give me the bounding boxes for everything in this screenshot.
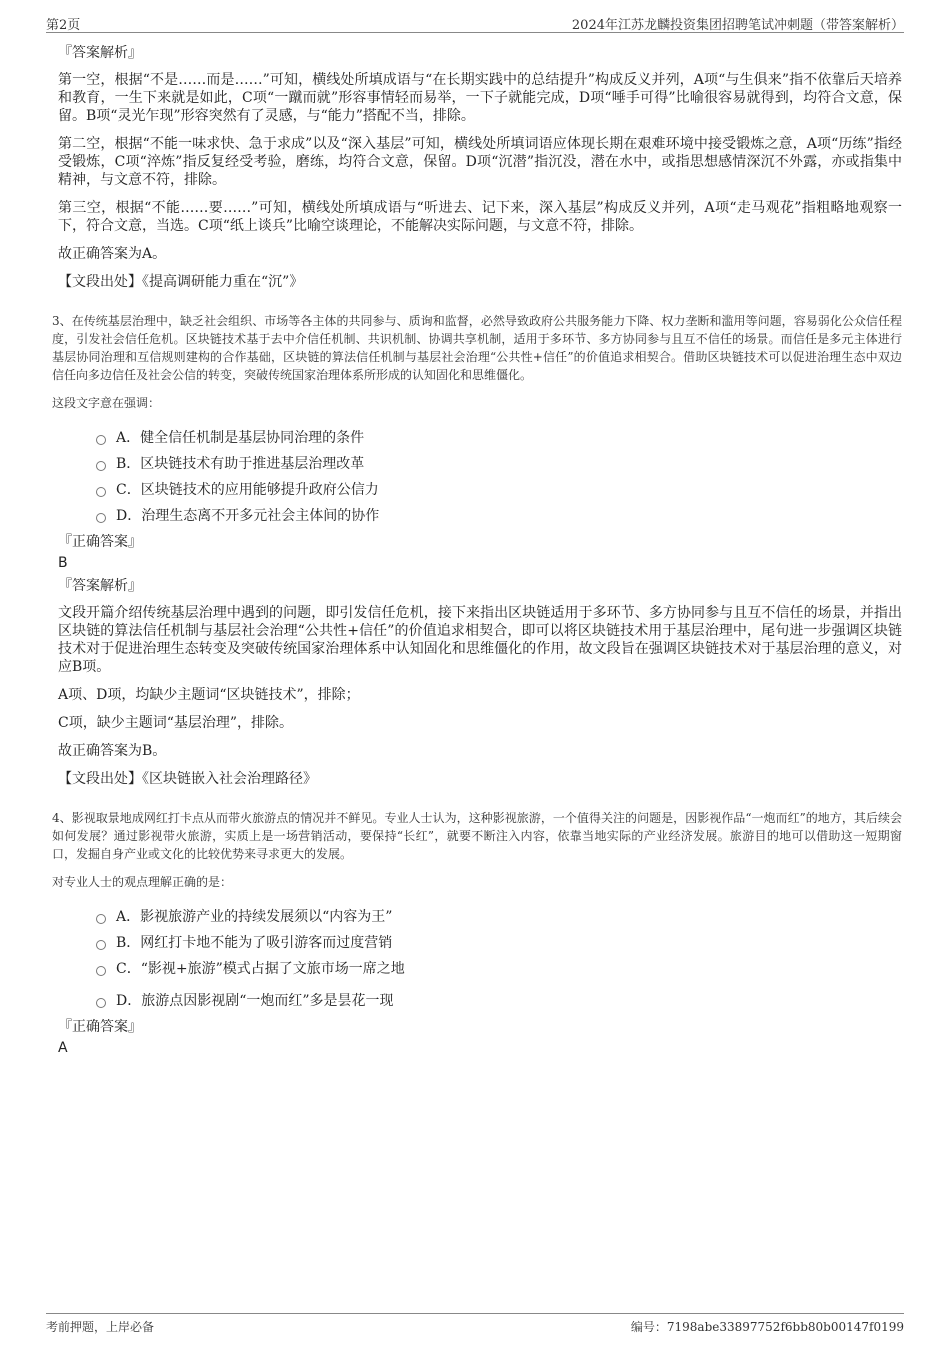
footer-slogan: 考前押题，上岸必备 [46,1320,155,1334]
q4-stem: 4、影视取景地成网红打卡点从而带火旅游点的情况并不鲜见。专业人士认为，这种影视旅游，一个值得关注的问题是，因影视作品“一炮而红”的地方，其后续会如何发展？通过影视带火旅游，实质上是一场营销活动，要保持“长红”，就要不断注入内容，依靠当地实际的产业经济发展。旅游目的地可以借助这一短期窗口，发掘自身产业或文化的比较优势来寻求更大的发展。 [52,811,902,861]
page-content [52,40,902,1062]
q4-option-d[interactable]: D．旅游点因影视剧“一炮而红”多是昙花一现 [96,992,902,1010]
q2-analysis-paragraph: 第二空，根据“不能一味求快、急于求成”以及“深入基层”可知，横线处所填词语应体现长期在艰难环境中接受锻炼之意，A项“历练”指经受锻炼，C项“淬炼”指反复经受考验，磨练，均符合文意，保留。D项“沉潜”指沉没，潜在水中，或指思想感情深沉不外露，亦或指集中精神，与文意不符，排除。 [58,136,902,188]
q3-source: 【文段出处】《区块链嵌入社会治理路径》 [58,771,317,787]
page-header [46,12,904,33]
q2-source: 【文段出处】《提高调研能力重在“沉”》 [58,274,304,290]
q3-option-b[interactable]: B．区块链技术有助于推进基层治理改革 [96,455,902,473]
q2-analysis-conclusion: 故正确答案为A。 [58,246,167,262]
q3-analysis-paragraph: A项、D项，均缺少主题词“区块链技术”，排除； [58,687,360,703]
q3-option-d[interactable]: D．治理生态离不开多元社会主体间的协作 [96,507,902,525]
radio-icon[interactable] [96,966,106,976]
radio-icon[interactable] [96,487,106,497]
radio-icon[interactable] [96,435,106,445]
q3-analysis-paragraph: C项，缺少主题词“基层治理”，排除。 [58,715,294,731]
q3-prompt: 这段文字意在强调： [52,396,161,410]
radio-icon[interactable] [96,940,106,950]
document-title: 2024年江苏龙麟投资集团招聘笔试冲刺题（带答案解析） [571,18,904,33]
q4-options [96,908,902,1010]
q3-answer: B [58,555,68,571]
q4-option-b[interactable]: B．网红打卡地不能为了吸引游客而过度营销 [96,934,902,952]
q3-analysis-label: 『答案解析』 [58,578,142,594]
radio-icon[interactable] [96,998,106,1008]
radio-icon[interactable] [96,461,106,471]
document-id: 编号：7198abe33897752f6bb80b00147f0199 [630,1320,904,1334]
page-number: 第2页 [46,18,81,33]
radio-icon[interactable] [96,914,106,924]
radio-icon[interactable] [96,513,106,523]
q2-analysis-label: 『答案解析』 [58,45,142,61]
q2-analysis-paragraph: 第三空，根据“不能……要……”可知，横线处所填成语与“听进去、记下来，深入基层”构成反义并列，A项“走马观花”指粗略地观察一下，符合文意，当选。C项“纸上谈兵”比喻空谈理论，不能解决实际问题，与文意不符，排除。 [58,200,902,234]
q3-stem: 3、在传统基层治理中，缺乏社会组织、市场等各主体的共同参与、质询和监督，必然导致政府公共服务能力下降、权力垄断和滥用等问题，容易弱化公众信任程度，引发社会信任危机。区块链技术基于去中介信任机制、共识机制、协调共享机制，适用于多环节、多方协同参与且互不信任的场景。而信任是多元主体进行基层协同治理和互信规则建构的合作基础，区块链的算法信任机制与基层社会治理“公共性+信任”的价值追求相契合。借助区块链技术可以促进治理生态中双边信任向多边信任及社会公信的转变，突破传统国家治理体系所形成的认知固化和思维僵化。 [52,314,902,382]
q4-option-a[interactable]: A．影视旅游产业的持续发展须以“内容为王” [96,908,902,926]
q4-prompt: 对专业人士的观点理解正确的是： [52,875,233,889]
page-footer [46,1313,904,1334]
q4-answer-label: 『正确答案』 [58,1019,142,1035]
q3-options [96,429,902,525]
q4-option-c[interactable]: C．“影视+旅游”模式占据了文旅市场一席之地 [96,960,902,978]
q3-option-a[interactable]: A．健全信任机制是基层协同治理的条件 [96,429,902,447]
q3-answer-label: 『正确答案』 [58,534,142,550]
q2-analysis-paragraph: 第一空，根据“不是……而是……”可知，横线处所填成语与“在长期实践中的总结提升”构成反义并列，A项“与生俱来”指不依靠后天培养和教育，一生下来就是如此，C项“一蹴而就”形容事情轻而易举，一下子就能完成，D项“唾手可得”比喻很容易就得到，均符合文意，保留。B项“灵光乍现”形容突然有了灵感，与“能力”搭配不当，排除。 [58,72,902,124]
q3-option-c[interactable]: C．区块链技术的应用能够提升政府公信力 [96,481,902,499]
q3-analysis-conclusion: 故正确答案为B。 [58,743,167,759]
q4-answer: A [58,1040,68,1056]
q3-analysis-paragraph: 文段开篇介绍传统基层治理中遇到的问题，即引发信任危机，接下来指出区块链适用于多环节、多方协同参与且互不信任的场景，并指出区块链的算法信任机制与基层社会治理“公共性+信任”的价值追求相契合，即可以将区块链技术用于基层治理中，尾句进一步强调区块链技术对于促进治理生态转变及突破传统国家治理体系中认知固化和思维僵化的作用，故文段旨在强调区块链技术对于基层治理的意义，对应B项。 [58,605,902,675]
